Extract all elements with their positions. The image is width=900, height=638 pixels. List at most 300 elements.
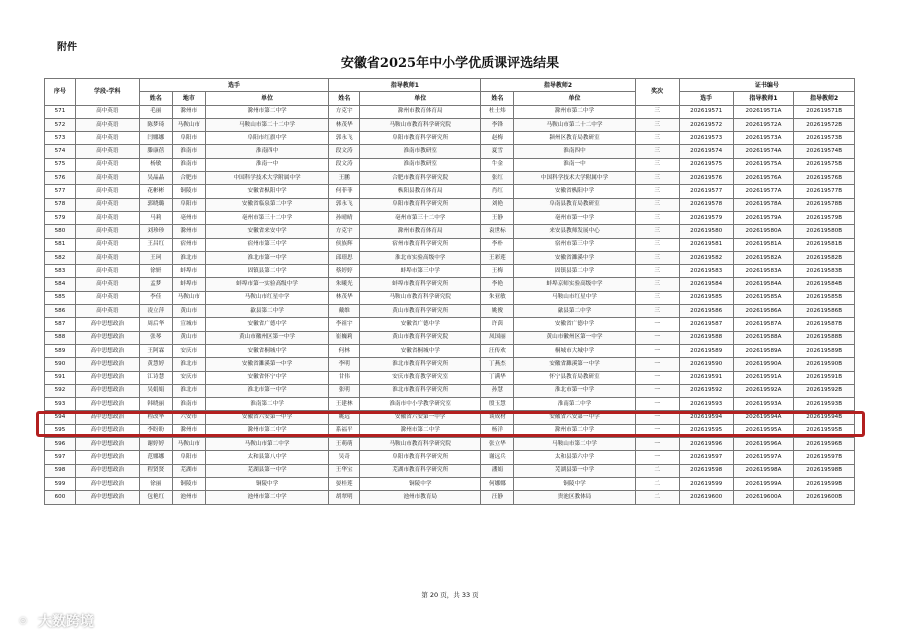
cell-mentor1-unit: 黄山市教育科学研究所	[360, 305, 481, 318]
cell-mentor2-name: 袁世标	[481, 225, 514, 238]
cell-seq: 571	[45, 105, 76, 118]
cell-cert-mentor1: 202619593A	[733, 398, 794, 411]
cell-contestant-name: 江诗慧	[139, 371, 172, 384]
results-table	[44, 78, 855, 505]
cell-mentor1-name: 李祖宇	[329, 318, 360, 331]
cell-cert-mentor2: 202619586B	[794, 305, 855, 318]
cell-cert-contestant: 202619591	[679, 371, 733, 384]
cell-cert-mentor2: 202619579B	[794, 211, 855, 224]
cell-contestant-unit: 铜陵中学	[205, 477, 328, 490]
cell-award: 三	[635, 132, 679, 145]
header-name: 姓名	[139, 92, 172, 105]
cell-contestant-name: 李盼盼	[139, 424, 172, 437]
cell-cert-mentor1: 202619584A	[733, 278, 794, 291]
cell-mentor1-name: 崔巍莉	[329, 331, 360, 344]
cell-cert-contestant: 202619573	[679, 132, 733, 145]
cell-stage: 高中思想政治	[75, 331, 139, 344]
table-row	[45, 291, 855, 304]
cell-seq: 593	[45, 398, 76, 411]
cell-mentor1-unit: 合肥市教育科学研究院	[360, 172, 481, 185]
cell-cert-mentor2: 202619574B	[794, 145, 855, 158]
cell-award: 三	[635, 105, 679, 118]
cell-award: 三	[635, 291, 679, 304]
cell-stage: 高中思想政治	[75, 424, 139, 437]
cell-award: 一	[635, 384, 679, 397]
cell-mentor2-name: 李锋	[481, 118, 514, 131]
cell-mentor1-unit: 宿州市教育科学研究所	[360, 238, 481, 251]
cell-contestant-name: 滕康蓓	[139, 145, 172, 158]
cell-contestant-city: 淮北市	[172, 251, 205, 264]
cell-mentor2-unit: 中国科学技术大学附属中学	[514, 172, 635, 185]
cell-stage: 高中思想政治	[75, 358, 139, 371]
cell-mentor2-name: 肖红	[481, 185, 514, 198]
watermark-text: 大数跨境	[38, 614, 94, 630]
cell-award: 一	[635, 411, 679, 424]
cell-cert-mentor1: 202619576A	[733, 172, 794, 185]
cell-mentor1-unit: 淮北市实验高级中学	[360, 251, 481, 264]
cell-contestant-unit: 安徽省临泉第二中学	[205, 198, 328, 211]
table-row	[45, 344, 855, 357]
cell-seq: 599	[45, 477, 76, 490]
cell-mentor2-unit: 铜陵中学	[514, 477, 635, 490]
cell-cert-contestant: 202619598	[679, 464, 733, 477]
cell-mentor2-name: 朱亚敏	[481, 291, 514, 304]
cell-contestant-unit: 淮南一中	[205, 158, 328, 171]
cell-cert-mentor2: 202619589B	[794, 344, 855, 357]
cell-stage: 高中思想政治	[75, 398, 139, 411]
cell-mentor1-name: 郭永飞	[329, 198, 360, 211]
cell-contestant-city: 池州市	[172, 491, 205, 504]
table-row	[45, 438, 855, 451]
cell-mentor2-unit: 马鞍山市第二十二中学	[514, 118, 635, 131]
cell-mentor1-unit: 亳州市第三十二中学	[360, 211, 481, 224]
table-row	[45, 318, 855, 331]
cell-contestant-name: 杨敏	[139, 158, 172, 171]
cell-seq: 577	[45, 185, 76, 198]
cell-cert-mentor1: 202619580A	[733, 225, 794, 238]
cell-mentor2-unit: 淮北市第一中学	[514, 384, 635, 397]
cell-mentor1-name: 邱璟思	[329, 251, 360, 264]
cell-mentor2-unit: 芜湖县第一中学	[514, 464, 635, 477]
cell-contestant-unit: 芜湖县第一中学	[205, 464, 328, 477]
cell-mentor1-unit: 蚌埠市第三中学	[360, 265, 481, 278]
cell-mentor2-unit: 黄山市徽州区第一中学	[514, 331, 635, 344]
cell-mentor2-unit: 安徽省广德中学	[514, 318, 635, 331]
cell-stage: 高中英语	[75, 158, 139, 171]
cell-cert-contestant: 202619578	[679, 198, 733, 211]
cell-seq: 584	[45, 278, 76, 291]
cell-mentor2-name: 汪传欢	[481, 344, 514, 357]
cell-contestant-unit: 安徽省枞阳中学	[205, 185, 328, 198]
header-award: 奖次	[635, 79, 679, 106]
table-row	[45, 145, 855, 158]
cell-mentor1-name: 何林	[329, 344, 360, 357]
cell-cert-mentor1: 202619574A	[733, 145, 794, 158]
cell-cert-contestant: 202619584	[679, 278, 733, 291]
table-row	[45, 238, 855, 251]
cell-award: 一	[635, 371, 679, 384]
cell-stage: 高中英语	[75, 291, 139, 304]
cell-stage: 高中英语	[75, 305, 139, 318]
cell-contestant-name: 周后华	[139, 318, 172, 331]
cell-contestant-city: 阜阳市	[172, 132, 205, 145]
cell-cert-mentor2: 202619591B	[794, 371, 855, 384]
cell-mentor1-unit: 铜陵中学	[360, 477, 481, 490]
cell-stage: 高中英语	[75, 225, 139, 238]
header-seq: 序号	[45, 79, 76, 106]
table-row	[45, 118, 855, 131]
cell-contestant-name: 王阿霖	[139, 344, 172, 357]
cell-award: 三	[635, 265, 679, 278]
cell-cert-mentor2: 202619576B	[794, 172, 855, 185]
cell-cert-mentor2: 202619581B	[794, 238, 855, 251]
cell-mentor2-unit: 安徽省枞阳中学	[514, 185, 635, 198]
cell-cert-mentor1: 202619588A	[733, 331, 794, 344]
cell-award: 二	[635, 464, 679, 477]
cell-seq: 585	[45, 291, 76, 304]
cell-contestant-name: 马莉	[139, 211, 172, 224]
cell-contestant-unit: 阜阳市红旗中学	[205, 132, 328, 145]
cell-cert-mentor2: 202619588B	[794, 331, 855, 344]
header-unit: 单位	[360, 92, 481, 105]
header-cert-mentor1: 指导教师1	[733, 92, 794, 105]
cell-award: 三	[635, 225, 679, 238]
cell-contestant-city: 铜陵市	[172, 477, 205, 490]
cell-award: 三	[635, 145, 679, 158]
cell-cert-mentor2: 202619593B	[794, 398, 855, 411]
cell-cert-mentor2: 202619587B	[794, 318, 855, 331]
cell-contestant-name: 孟梦	[139, 278, 172, 291]
cell-award: 二	[635, 477, 679, 490]
table-row	[45, 464, 855, 477]
cell-contestant-unit: 黄山市徽州区第一中学	[205, 331, 328, 344]
cell-contestant-unit: 太和县第八中学	[205, 451, 328, 464]
cell-stage: 高中英语	[75, 105, 139, 118]
cell-award: 一	[635, 451, 679, 464]
cell-contestant-unit: 固镇县第二中学	[205, 265, 328, 278]
cell-mentor2-name: 何娜娜	[481, 477, 514, 490]
cell-mentor2-unit: 亳州市第一中学	[514, 211, 635, 224]
cell-stage: 高中英语	[75, 251, 139, 264]
cell-contestant-name: 刘珍珍	[139, 225, 172, 238]
cell-mentor1-unit: 淮南市教研室	[360, 158, 481, 171]
cell-mentor1-name: 侯族辉	[329, 238, 360, 251]
cell-cert-mentor1: 202619582A	[733, 251, 794, 264]
cell-contestant-city: 淮南市	[172, 145, 205, 158]
cell-seq: 600	[45, 491, 76, 504]
cell-mentor2-unit: 歙县第二中学	[514, 305, 635, 318]
cell-seq: 572	[45, 118, 76, 131]
cell-seq: 576	[45, 172, 76, 185]
cell-stage: 高中思想政治	[75, 491, 139, 504]
cell-cert-contestant: 202619585	[679, 291, 733, 304]
cell-stage: 高中思想政治	[75, 344, 139, 357]
cell-mentor1-unit: 淮北市教育科学研究所	[360, 358, 481, 371]
cell-cert-mentor2: 202619600B	[794, 491, 855, 504]
cell-contestant-name: 谢婷婷	[139, 438, 172, 451]
highlight-box	[36, 411, 865, 437]
cell-stage: 高中思想政治	[75, 451, 139, 464]
cell-mentor2-name: 孙慧	[481, 384, 514, 397]
cell-seq: 589	[45, 344, 76, 357]
cell-cert-contestant: 202619592	[679, 384, 733, 397]
cell-contestant-name: 张琴	[139, 331, 172, 344]
cell-stage: 高中思想政治	[75, 477, 139, 490]
cell-seq: 597	[45, 451, 76, 464]
cell-mentor2-unit: 淮南一中	[514, 158, 635, 171]
table-row	[45, 491, 855, 504]
cell-cert-mentor1: 202619581A	[733, 238, 794, 251]
cell-cert-mentor1: 202619573A	[733, 132, 794, 145]
cell-mentor2-unit: 安徽省濉溪中学	[514, 251, 635, 264]
cell-mentor2-name: 丁满华	[481, 371, 514, 384]
cell-stage: 高中英语	[75, 118, 139, 131]
cell-mentor1-name: 晏桂莲	[329, 477, 360, 490]
cell-mentor2-unit: 固镇县第二中学	[514, 265, 635, 278]
cell-cert-mentor2: 202619596B	[794, 438, 855, 451]
cell-cert-contestant: 202619583	[679, 265, 733, 278]
cell-mentor1-name: 孙晴晴	[329, 211, 360, 224]
table-row	[45, 185, 855, 198]
cell-award: 三	[635, 251, 679, 264]
cell-contestant-name: 程贤贤	[139, 464, 172, 477]
cell-cert-mentor1: 202619600A	[733, 491, 794, 504]
cell-cert-contestant: 202619589	[679, 344, 733, 357]
cell-cert-mentor2: 202619578B	[794, 198, 855, 211]
cell-mentor1-name: 林茂华	[329, 291, 360, 304]
cell-contestant-unit: 淮北市第一中学	[205, 384, 328, 397]
cell-mentor1-unit: 马鞍山市教育科学研究院	[360, 118, 481, 131]
cell-cert-contestant: 202619582	[679, 251, 733, 264]
header-name: 姓名	[329, 92, 360, 105]
table-body	[45, 105, 855, 504]
cell-contestant-name: 包艳红	[139, 491, 172, 504]
cell-contestant-name: 王昌红	[139, 238, 172, 251]
cell-contestant-city: 蚌埠市	[172, 265, 205, 278]
cell-mentor1-name: 吴奇	[329, 451, 360, 464]
cell-seq: 574	[45, 145, 76, 158]
cell-contestant-city: 亳州市	[172, 211, 205, 224]
cell-award: 一	[635, 398, 679, 411]
cell-mentor1-unit: 阜阳市教育科学研究所	[360, 132, 481, 145]
cell-mentor2-name: 谢远兵	[481, 451, 514, 464]
cell-seq: 587	[45, 318, 76, 331]
cell-mentor2-name: 姚俊	[481, 305, 514, 318]
cell-cert-mentor1: 202619583A	[733, 265, 794, 278]
cell-cert-mentor1: 202619590A	[733, 358, 794, 371]
cell-mentor1-unit: 安庆市教育教学研究室	[360, 371, 481, 384]
cell-mentor1-unit: 安徽省桐城中学	[360, 344, 481, 357]
cell-contestant-city: 宣城市	[172, 318, 205, 331]
header-cert-mentor2: 指导教师2	[794, 92, 855, 105]
cell-mentor2-unit: 桐城市大城中学	[514, 344, 635, 357]
cell-mentor1-unit: 阜阳市教育科学研究所	[360, 198, 481, 211]
table-row	[45, 358, 855, 371]
cell-cert-contestant: 202619586	[679, 305, 733, 318]
cell-contestant-unit: 池州市第二中学	[205, 491, 328, 504]
cell-contestant-city: 淮北市	[172, 358, 205, 371]
cell-cert-contestant: 202619597	[679, 451, 733, 464]
cell-mentor2-name: 王梅	[481, 265, 514, 278]
cell-seq: 591	[45, 371, 76, 384]
header-unit: 单位	[205, 92, 328, 105]
cell-mentor2-unit: 安徽省六安第一中学	[514, 411, 635, 424]
cell-contestant-unit: 马鞍山市第二中学	[205, 438, 328, 451]
cell-cert-contestant: 202619599	[679, 477, 733, 490]
cell-mentor1-name: 林茂华	[329, 118, 360, 131]
cell-contestant-name: 李佳	[139, 291, 172, 304]
cell-cert-mentor2: 202619585B	[794, 291, 855, 304]
cell-contestant-name: 程改华	[139, 411, 172, 424]
cell-mentor2-name: 刘艳	[481, 198, 514, 211]
cell-contestant-unit: 安徽省桐城中学	[205, 344, 328, 357]
table-row	[45, 198, 855, 211]
table-row	[45, 371, 855, 384]
cell-stage: 高中英语	[75, 198, 139, 211]
cell-mentor1-unit: 滁州市教育体育局	[360, 225, 481, 238]
cell-mentor2-unit: 淮南第二中学	[514, 398, 635, 411]
cell-mentor1-name: 王鹏	[329, 172, 360, 185]
cell-award: 一	[635, 318, 679, 331]
table-row	[45, 331, 855, 344]
cell-stage: 高中英语	[75, 172, 139, 185]
cell-contestant-unit: 马鞍山市红星中学	[205, 291, 328, 304]
cell-contestant-unit: 马鞍山市第二十二中学	[205, 118, 328, 131]
cell-mentor2-unit: 滁州市第二中学	[514, 424, 635, 437]
cell-cert-mentor2: 202619577B	[794, 185, 855, 198]
cell-seq: 575	[45, 158, 76, 171]
cell-award: 三	[635, 211, 679, 224]
table-row	[45, 451, 855, 464]
table-row	[45, 225, 855, 238]
cell-contestant-name: 吴晶晶	[139, 172, 172, 185]
cell-mentor2-name: 殷玉慧	[481, 398, 514, 411]
cell-contestant-unit: 宿州市第三中学	[205, 238, 328, 251]
cell-mentor2-name: 牛金	[481, 158, 514, 171]
cell-stage: 高中思想政治	[75, 438, 139, 451]
cell-contestant-unit: 安徽省濉溪第一中学	[205, 358, 328, 371]
cell-cert-mentor1: 202619591A	[733, 371, 794, 384]
cell-seq: 582	[45, 251, 76, 264]
cell-mentor1-unit: 马鞍山市教育科学研究院	[360, 291, 481, 304]
cell-award: 三	[635, 158, 679, 171]
cell-cert-mentor2: 202619573B	[794, 132, 855, 145]
cell-award: 一	[635, 358, 679, 371]
cell-cert-contestant: 202619588	[679, 331, 733, 344]
cell-contestant-unit: 安徽省六安第一中学	[205, 411, 328, 424]
cell-mentor2-name: 赵梅	[481, 132, 514, 145]
table-row	[45, 172, 855, 185]
cell-award: 三	[635, 305, 679, 318]
cell-mentor2-unit: 安徽省濉溪第一中学	[514, 358, 635, 371]
cell-cert-contestant: 202619575	[679, 158, 733, 171]
cell-seq: 579	[45, 211, 76, 224]
cell-mentor2-name: 谈成材	[481, 411, 514, 424]
cell-contestant-unit: 歙县第二中学	[205, 305, 328, 318]
cell-stage: 高中英语	[75, 278, 139, 291]
cell-mentor2-unit: 太和县第六中学	[514, 451, 635, 464]
watermark	[12, 611, 94, 631]
cell-seq: 578	[45, 198, 76, 211]
table-row	[45, 398, 855, 411]
cell-cert-contestant: 202619590	[679, 358, 733, 371]
cell-contestant-unit: 安徽省怀宁中学	[205, 371, 328, 384]
cell-mentor2-name: 潘娟	[481, 464, 514, 477]
cell-mentor2-unit: 滁州市第二中学	[514, 105, 635, 118]
cell-mentor2-name: 李朴	[481, 238, 514, 251]
table-row	[45, 477, 855, 490]
cell-mentor1-unit: 淮北市教育科学研究所	[360, 384, 481, 397]
cell-mentor1-name: 李明	[329, 358, 360, 371]
cell-mentor2-name: 许茵	[481, 318, 514, 331]
cell-cert-mentor1: 202619585A	[733, 291, 794, 304]
cell-cert-contestant: 202619571	[679, 105, 733, 118]
header-stage: 学段-学科	[75, 79, 139, 106]
page-title: 安徽省2025年中小学优质课评选结果	[340, 56, 560, 71]
cell-cert-mentor2: 202619572B	[794, 118, 855, 131]
cell-mentor1-name: 王华宝	[329, 464, 360, 477]
cell-cert-mentor1: 202619575A	[733, 158, 794, 171]
cell-award: 三	[635, 198, 679, 211]
cell-contestant-unit: 亳州市第三十二中学	[205, 211, 328, 224]
cell-stage: 高中英语	[75, 265, 139, 278]
cell-contestant-city: 合肥市	[172, 172, 205, 185]
cell-mentor2-unit: 颍州区教育局教研室	[514, 132, 635, 145]
header-unit: 单位	[514, 92, 635, 105]
cell-cert-mentor2: 202619584B	[794, 278, 855, 291]
cell-cert-mentor1: 202619589A	[733, 344, 794, 357]
cell-award: 三	[635, 172, 679, 185]
cell-contestant-name: 凌立萍	[139, 305, 172, 318]
cell-mentor1-name: 何菲菲	[329, 185, 360, 198]
cell-award: 三	[635, 118, 679, 131]
table-row	[45, 278, 855, 291]
cell-contestant-name: 韩晓丽	[139, 398, 172, 411]
cell-seq: 588	[45, 331, 76, 344]
cell-award: 三	[635, 238, 679, 251]
cell-cert-contestant: 202619574	[679, 145, 733, 158]
cell-mentor1-name: 郭永飞	[329, 132, 360, 145]
cell-cert-contestant: 202619576	[679, 172, 733, 185]
cell-cert-mentor1: 202619579A	[733, 211, 794, 224]
table-row	[45, 384, 855, 397]
cell-cert-mentor1: 202619577A	[733, 185, 794, 198]
cell-mentor1-unit: 池州市教育局	[360, 491, 481, 504]
cell-award: 三	[635, 185, 679, 198]
cell-contestant-city: 阜阳市	[172, 451, 205, 464]
attachment-label: 附件	[57, 42, 77, 53]
cell-cert-mentor1: 202619571A	[733, 105, 794, 118]
cell-mentor1-name: 系福平	[329, 424, 360, 437]
cell-mentor1-name: 方克宇	[329, 225, 360, 238]
cell-contestant-city: 马鞍山市	[172, 438, 205, 451]
cell-cert-mentor1: 202619597A	[733, 451, 794, 464]
header-mentor2: 指导教师2	[481, 79, 635, 92]
cell-cert-mentor2: 202619583B	[794, 265, 855, 278]
header-name: 姓名	[481, 92, 514, 105]
cell-mentor2-name: 张立华	[481, 438, 514, 451]
cell-mentor1-unit: 淮南市教研室	[360, 145, 481, 158]
cell-mentor1-unit: 蚌埠市教育科学研究所	[360, 278, 481, 291]
cell-mentor2-unit: 淮南四中	[514, 145, 635, 158]
cell-award: 一	[635, 331, 679, 344]
cell-award: 三	[635, 278, 679, 291]
cell-mentor2-name: 王彩莲	[481, 251, 514, 264]
cell-cert-mentor1: 202619594A	[733, 411, 794, 424]
cell-contestant-city: 淮北市	[172, 384, 205, 397]
cell-cert-mentor2: 202619594B	[794, 411, 855, 424]
cell-mentor1-unit: 安徽省六安第一中学	[360, 411, 481, 424]
